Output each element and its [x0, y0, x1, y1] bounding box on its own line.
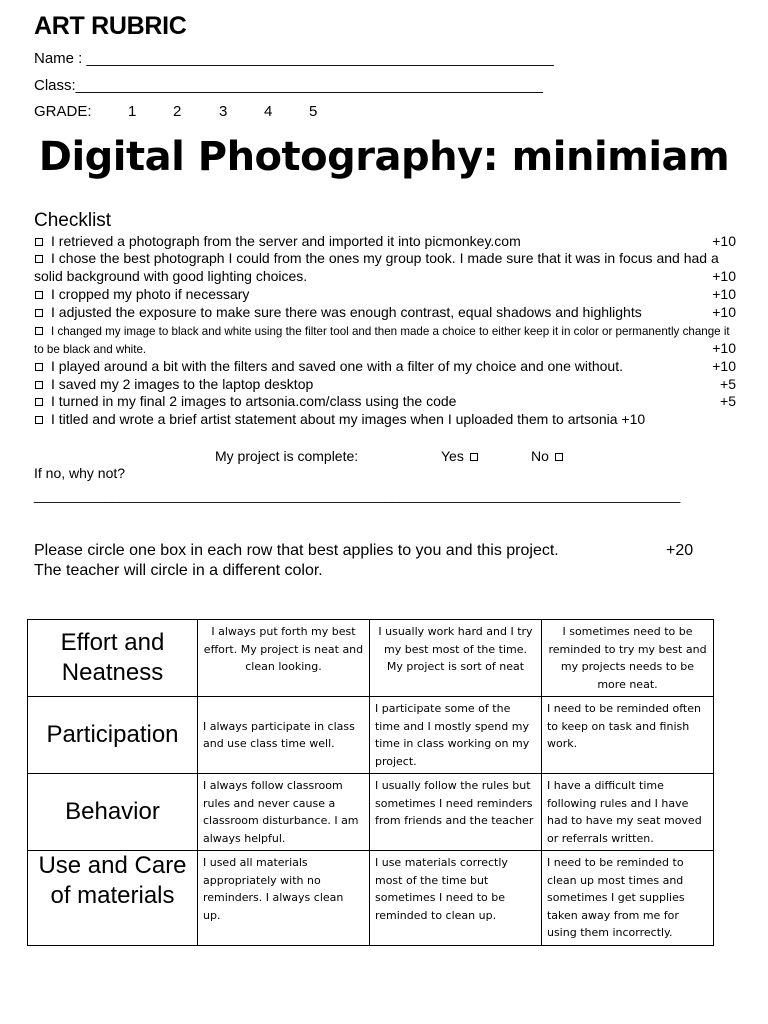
- checkbox-icon[interactable]: [470, 453, 478, 461]
- rubric-cell[interactable]: I have a difficult time following rules and I have had to have my seat moved or referrals written.: [541, 774, 713, 851]
- rubric-cell[interactable]: I use materials correctly most of the time but sometimes I need to be reminded to clean up.: [369, 851, 541, 946]
- checklist-item: [34, 358, 736, 376]
- instructions-line-2: The teacher will circle in a different color.: [34, 562, 323, 579]
- instructions: [34, 541, 693, 581]
- checklist-item-points: +10: [712, 286, 736, 302]
- checklist-item-text: I adjusted the exposure to make sure there was enough contrast, equal shadows and highlights: [51, 304, 642, 320]
- checklist-item-points: +10: [712, 233, 736, 249]
- checkbox-icon[interactable]: [555, 453, 563, 461]
- rubric-title: ART RUBRIC: [34, 12, 187, 40]
- rubric-cell[interactable]: I need to be reminded often to keep on task and finish work.: [541, 697, 713, 774]
- no-label: No: [531, 448, 549, 464]
- checklist-item: [34, 393, 736, 411]
- checklist-item: [34, 323, 736, 358]
- checklist-item-text: I played around a bit with the filters and saved one with a filter of my choice and one without.: [51, 358, 623, 374]
- checklist-item-points: +5: [720, 393, 736, 409]
- checklist-item: [34, 250, 736, 285]
- checklist-item: [34, 233, 736, 251]
- rubric-cell[interactable]: I always follow classroom rules and never cause a classroom disturbance. I am always helpful.: [197, 774, 369, 851]
- instructions-points: +20: [666, 542, 694, 559]
- checkbox-icon: [35, 309, 43, 317]
- why-not-label: If no, why not?: [34, 465, 126, 481]
- grade-option-2: 2: [173, 103, 182, 120]
- answer-line: ___________________________________________________________________________________: [34, 487, 681, 503]
- grade-option-5: 5: [309, 103, 318, 120]
- rubric-cell[interactable]: I usually follow the rules but sometimes I need reminders from friends and the teacher: [369, 774, 541, 851]
- checklist-item: [34, 304, 736, 322]
- checklist-item-points: +10: [712, 358, 736, 374]
- rubric-cell[interactable]: I participate some of the time and I mostly spend my time in class working on my project.: [369, 697, 541, 774]
- rubric-row: [28, 697, 714, 774]
- checkbox-icon: [35, 238, 43, 246]
- checklist-item-points: +5: [720, 376, 736, 392]
- checklist-item-text: I turned in my final 2 images to artsonia.com/class using the code: [51, 393, 457, 409]
- rubric-cell[interactable]: I usually work hard and I try my best most of the time. My project is sort of neat: [369, 620, 541, 697]
- rubric-table: [27, 619, 714, 946]
- checkbox-icon: [35, 398, 43, 406]
- rubric-row: [28, 774, 714, 851]
- checklist-item-points: +10: [621, 411, 646, 427]
- yes-option[interactable]: [441, 448, 478, 464]
- grade-option-1: 1: [128, 103, 137, 120]
- checkbox-icon: [35, 327, 43, 335]
- project-complete-label: My project is complete:: [215, 448, 359, 464]
- grade-label: GRADE:: [34, 103, 92, 120]
- name-field: Name : ________________________________________________________: [34, 50, 554, 67]
- checkbox-icon: [35, 381, 43, 389]
- checklist-item-points: +10: [712, 267, 736, 284]
- checklist-item-text: I chose the best photograph I could from the ones my group took. I made sure that it was in focus and had a solid background with good lighting choices.: [34, 250, 719, 284]
- class-field: Class:________________________________________________________: [34, 77, 543, 94]
- checklist-item-text: I saved my 2 images to the laptop desktop: [51, 376, 314, 392]
- rubric-category: Effort and Neatness: [28, 620, 198, 697]
- yes-label: Yes: [441, 448, 464, 464]
- checklist-item-points: +10: [712, 304, 736, 320]
- checklist-item-points: +10: [712, 340, 736, 356]
- rubric-cell[interactable]: I need to be reminded to clean up most times and sometimes I get supplies taken away from me for using them incorrectly.: [541, 851, 713, 946]
- rubric-row: [28, 851, 714, 946]
- checkbox-icon: [35, 363, 43, 371]
- rubric-cell[interactable]: I always participate in class and use class time well.: [197, 697, 369, 774]
- rubric-cell[interactable]: I always put forth my best effort. My project is neat and clean looking.: [197, 620, 369, 697]
- rubric-cell[interactable]: I sometimes need to be reminded to try my best and my projects needs to be more neat.: [541, 620, 713, 697]
- checkbox-icon: [35, 291, 43, 299]
- checklist-item: [34, 411, 736, 429]
- rubric-category: Participation: [28, 697, 198, 774]
- main-title: Digital Photography: minimiam: [38, 134, 730, 180]
- grade-row: [34, 103, 317, 120]
- checkbox-icon: [35, 416, 43, 424]
- checklist-item-text: I cropped my photo if necessary: [51, 286, 250, 302]
- checklist-heading: Checklist: [34, 210, 112, 231]
- rubric-category: Behavior: [28, 774, 198, 851]
- checklist-item-text: I titled and wrote a brief artist statement about my images when I uploaded them to artsonia: [51, 411, 618, 427]
- rubric-row: [28, 620, 714, 697]
- checklist-item-text: I changed my image to black and white using the filter tool and then made a choice to either keep it in color or permanently change it to be black and white.: [34, 325, 730, 356]
- grade-option-3: 3: [219, 103, 228, 120]
- grade-option-4: 4: [264, 103, 273, 120]
- checkbox-icon: [35, 255, 43, 263]
- checklist-item: [34, 376, 736, 394]
- rubric-category: Use and Care of materials: [28, 851, 198, 946]
- no-option[interactable]: [531, 448, 563, 464]
- rubric-cell[interactable]: I used all materials appropriately with no reminders. I always clean up.: [197, 851, 369, 946]
- checklist-item: [34, 286, 736, 304]
- instructions-line-1: Please circle one box in each row that best applies to you and this project.: [34, 542, 559, 559]
- checklist-item-text: I retrieved a photograph from the server and imported it into picmonkey.com: [51, 233, 521, 249]
